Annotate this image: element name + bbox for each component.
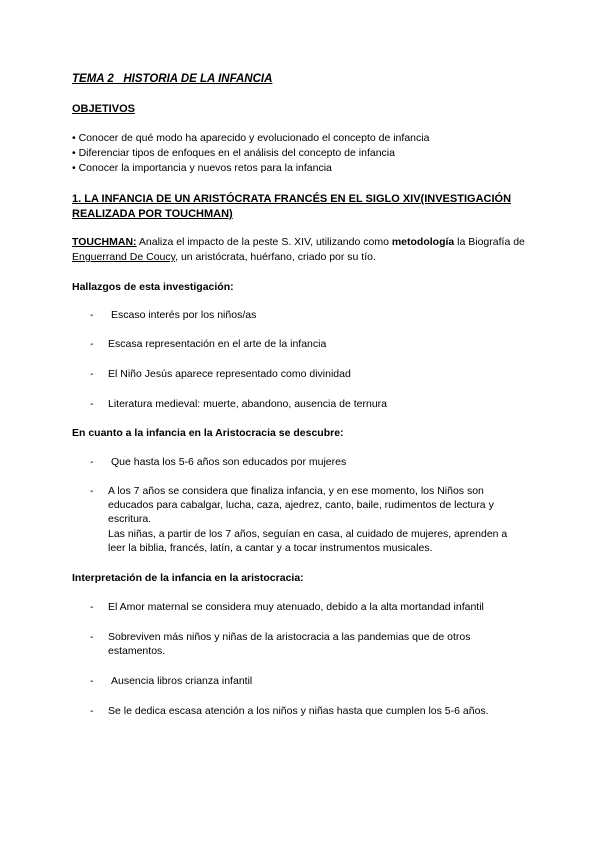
- intro-bold: metodología: [391, 236, 455, 248]
- objective-item: • Conocer de qué modo ha aparecido y evolucionado el concepto de infancia: [72, 132, 430, 144]
- section-1-heading: 1. LA INFANCIA DE UN ARISTÓCRATA FRANCÉS EN EL SIGLO XIV(INVESTIGACIÓN REALIZADA POR TOUCHMAN): [72, 193, 512, 220]
- objectives-heading: OBJETIVOS: [72, 103, 135, 115]
- dash-bullet: -: [90, 485, 94, 497]
- intro-lead: TOUCHMAN:: [72, 236, 137, 248]
- objectives-list: [72, 131, 429, 176]
- intro-text: Analiza el impacto de la peste S. XIV, utilizando como: [136, 236, 392, 248]
- objective-item: • Diferenciar tipos de enfoques en el análisis del concepto de infancia: [72, 147, 395, 159]
- aristocracy-heading: En cuanto a la infancia en la Aristocracia se descubre:: [72, 427, 344, 439]
- page-title: TEMA 2 HISTORIA DE LA INFANCIA: [72, 73, 273, 85]
- intro-text: la Biografía de: [454, 236, 525, 248]
- findings-heading: Hallazgos de esta investigación:: [72, 281, 234, 293]
- dash-bullet: -: [90, 398, 94, 410]
- intro-text: , un aristócrata, huérfano, criado por su tío.: [175, 251, 376, 263]
- intro-underlined-name: Enguerrand De Coucy: [72, 251, 176, 263]
- dash-bullet: -: [90, 675, 94, 687]
- dash-bullet: -: [90, 705, 94, 717]
- section-1-intro: [72, 235, 532, 265]
- objective-item: • Conocer la importancia y nuevos retos para la infancia: [72, 162, 332, 174]
- dash-bullet: -: [90, 601, 94, 613]
- dash-bullet: -: [90, 338, 94, 350]
- dash-bullet: -: [90, 631, 94, 643]
- interpretation-heading: Interpretación de la infancia en la aristocracia:: [72, 572, 304, 584]
- dash-bullet: -: [90, 309, 94, 321]
- dash-bullet: -: [90, 368, 94, 380]
- dash-bullet: -: [90, 456, 94, 468]
